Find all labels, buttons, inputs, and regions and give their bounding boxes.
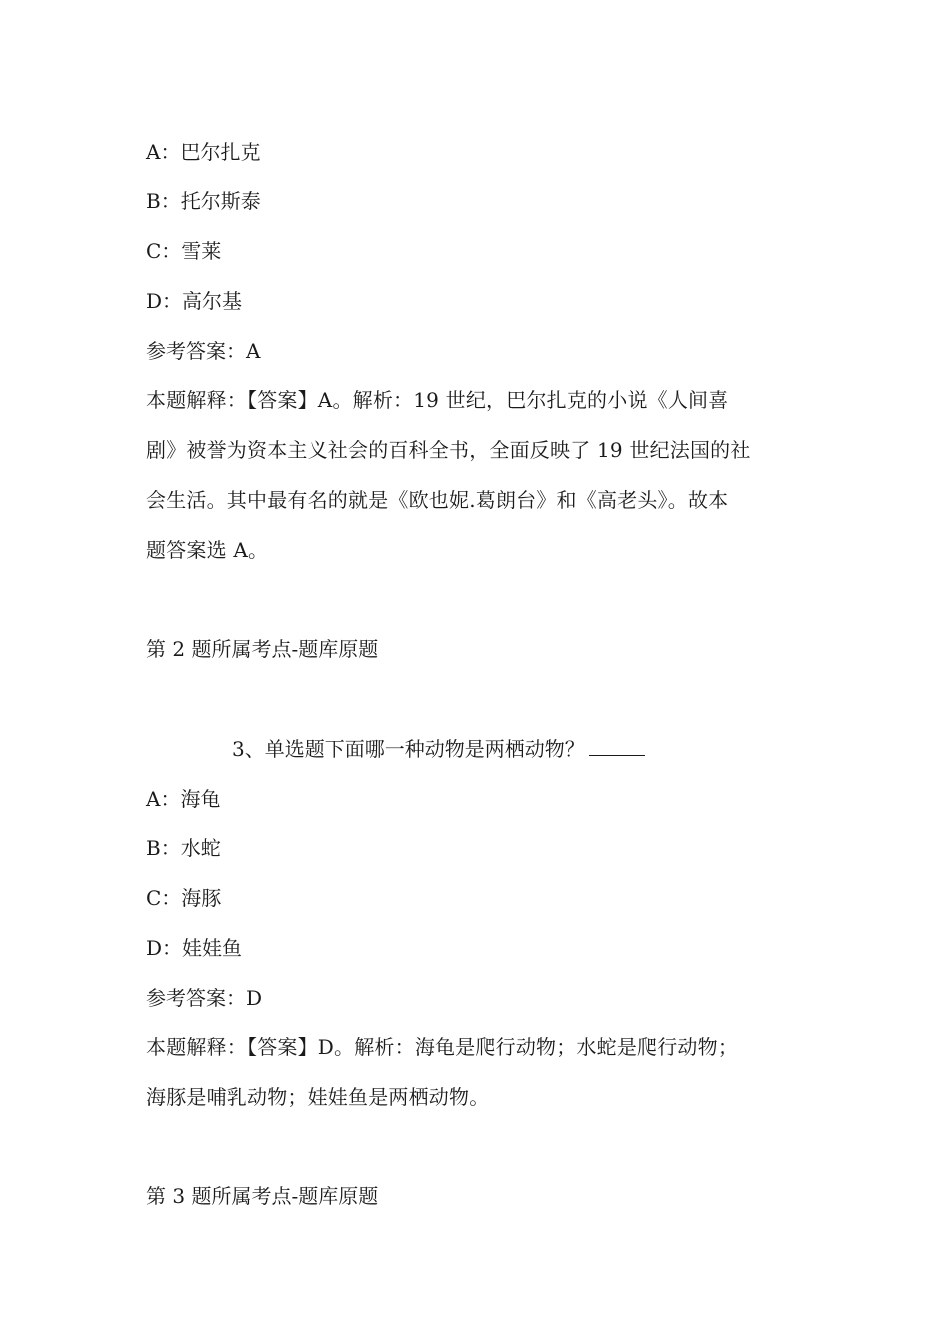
q2-option-c: C：雪莱	[146, 239, 222, 263]
q2-answer: 参考答案：A	[146, 339, 261, 363]
q2-option-b: B：托尔斯泰	[146, 189, 261, 213]
q2-option-d: D：高尔基	[146, 289, 243, 313]
q3-answer: 参考答案：D	[146, 986, 263, 1010]
q3-question-text: 3、单选题下面哪一种动物是两栖动物？	[232, 737, 585, 761]
q3-option-b: B：水蛇	[146, 836, 221, 860]
answer-blank	[589, 737, 645, 756]
q3-question	[232, 736, 645, 762]
q2-option-a: A：巴尔扎克	[146, 140, 261, 164]
q2-explanation	[146, 375, 810, 575]
q2-topic: 第 2 题所属考点-题库原题	[146, 637, 379, 661]
q3-explanation	[146, 1022, 810, 1122]
q3-explanation-line: 本题解释：【答案】D。解析：海龟是爬行动物；水蛇是爬行动物；	[146, 1035, 739, 1059]
q3-option-d: D：娃娃鱼	[146, 936, 243, 960]
q2-explanation-line: 剧》被誉为资本主义社会的百科全书，全面反映了 19 世纪法国的社	[146, 438, 751, 462]
q2-explanation-line: 本题解释：【答案】A。解析：19 世纪，巴尔扎克的小说《人间喜	[146, 388, 729, 412]
q3-option-a: A：海龟	[146, 787, 221, 811]
q2-explanation-line: 会生活。其中最有名的就是《欧也妮.葛朗台》和《高老头》。故本	[146, 488, 729, 512]
q3-topic: 第 3 题所属考点-题库原题	[146, 1184, 379, 1208]
q3-explanation-line: 海豚是哺乳动物；娃娃鱼是两栖动物。	[146, 1085, 490, 1109]
q2-explanation-line: 题答案选 A。	[146, 538, 269, 562]
q3-option-c: C：海豚	[146, 886, 222, 910]
